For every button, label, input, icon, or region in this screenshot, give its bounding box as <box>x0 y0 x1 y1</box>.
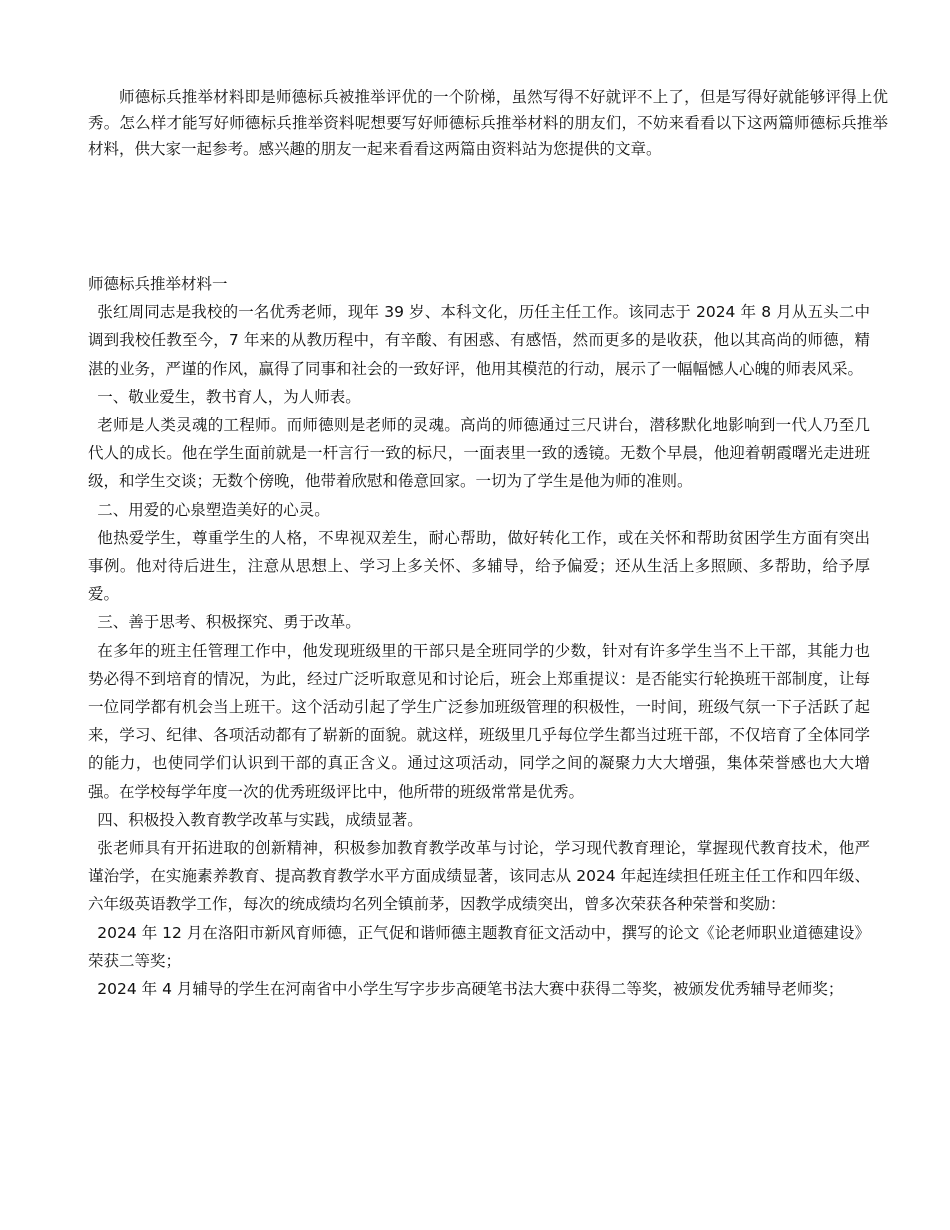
body-paragraph-3: 在多年的班主任管理工作中，他发现班级里的干部只是全班同学的少数，针对有许多学生当不上干部，其能力也势必得不到培育的情况，为此，经过广泛听取意见和讨论后，班会上郑重提议：是否能实行轮换班干部制度，让每一位同学都有机会当上班干。这个活动引起了学生广泛参加班级管理的积极性，一时间，班级气氛一下子活跃了起来，学习、纪律、各项活动都有了崭新的面貌。就这样，班级里几乎每位学生都当过班干部，不仅培育了全体同学的能力，也使同学们认识到干部的真正含义。通过这项活动，同学之间的凝聚力大大增强，集体荣誉感也大大增强。在学校每学年度一次的优秀班级评比中，他所带的班级常常是优秀。 <box>88 641 870 801</box>
body-paragraph-4: 张老师具有开拓进取的创新精神，积极参加教育教学改革与讨论，学习现代教育理论，掌握现代教育技术，他严谨治学，在实施素养教育、提高教育教学水平方面成绩显著，该同志从 2024 年起连续担任班主任工作和四年级、六年级英语教学工作，每次的统成绩均名列全镇前茅，因教学成绩突出，曾多次荣获各种荣誉和奖励： <box>88 839 870 914</box>
document-body <box>88 270 870 1003</box>
heading-4: 四、积极投入教育教学改革与实践，成绩显著。 <box>97 810 423 829</box>
intro-paragraph: 师德标兵推举材料即是师德标兵被推举评优的一个阶梯，虽然写得不好就评不上了，但是写得好就能够评得上优秀。怎么样才能写好师德标兵推举资料呢想要写好师德标兵推举材料的朋友们，不妨来看看以下这两篇师德标兵推举材料，供大家一起参考。感兴趣的朋友一起来看看这两篇由资料站为您提供的文章。 <box>88 88 888 158</box>
body-paragraph-2: 他热爱学生，尊重学生的人格，不卑视双差生，耐心帮助，做好转化工作，或在关怀和帮助贫困学生方面有突出事例。他对待后进生，注意从思想上、学习上多关怀、多辅导，给予偏爱；还从生活上多照顾、多帮助，给予厚爱。 <box>88 528 870 604</box>
heading-3: 三、善于思考、积极探究、勇于改革。 <box>97 613 361 632</box>
award-item-2: 2024 年 4 月辅导的学生在河南省中小学生写字步步高硬笔书法大赛中获得二等奖，被颁发优秀辅导老师奖； <box>97 980 844 999</box>
heading-1: 一、敬业爱生，教书育人，为人师表。 <box>97 387 361 406</box>
award-item-1: 2024 年 12 月在洛阳市新风育师德，正气促和谐师德主题教育征文活动中，撰写的论文《论老师职业道德建设》荣获二等奖； <box>88 923 870 970</box>
body-paragraph-intro: 张红周同志是我校的一名优秀老师，现年 39 岁、本科文化，历任主任工作。该同志于 2024 年 8 月从五头二中调到我校任教至今，7 年来的从教历程中，有辛酸、有困惑、有感悟，然而更多的是收获，他以其高尚的师德，精湛的业务，严谨的作风，赢得了同事和社会的一致好评，他用其模范的行动，展示了一幅幅憾人心魄的师表风采。 <box>88 303 870 378</box>
heading-2: 二、用爱的心泉塑造美好的心灵。 <box>97 500 330 519</box>
body-paragraph-1: 老师是人类灵魂的工程师。而师德则是老师的灵魂。高尚的师德通过三尺讲台，潜移默化地影响到一代人乃至几代人的成长。他在学生面前就是一杆言行一致的标尺，一面表里一致的透镜。无数个早晨，他迎着朝霞曙光走进班级，和学生交谈；无数个傍晚，他带着欣慰和倦意回家。一切为了学生是他为师的准则。 <box>88 416 870 491</box>
section-title: 师德标兵推举材料一 <box>88 275 228 293</box>
